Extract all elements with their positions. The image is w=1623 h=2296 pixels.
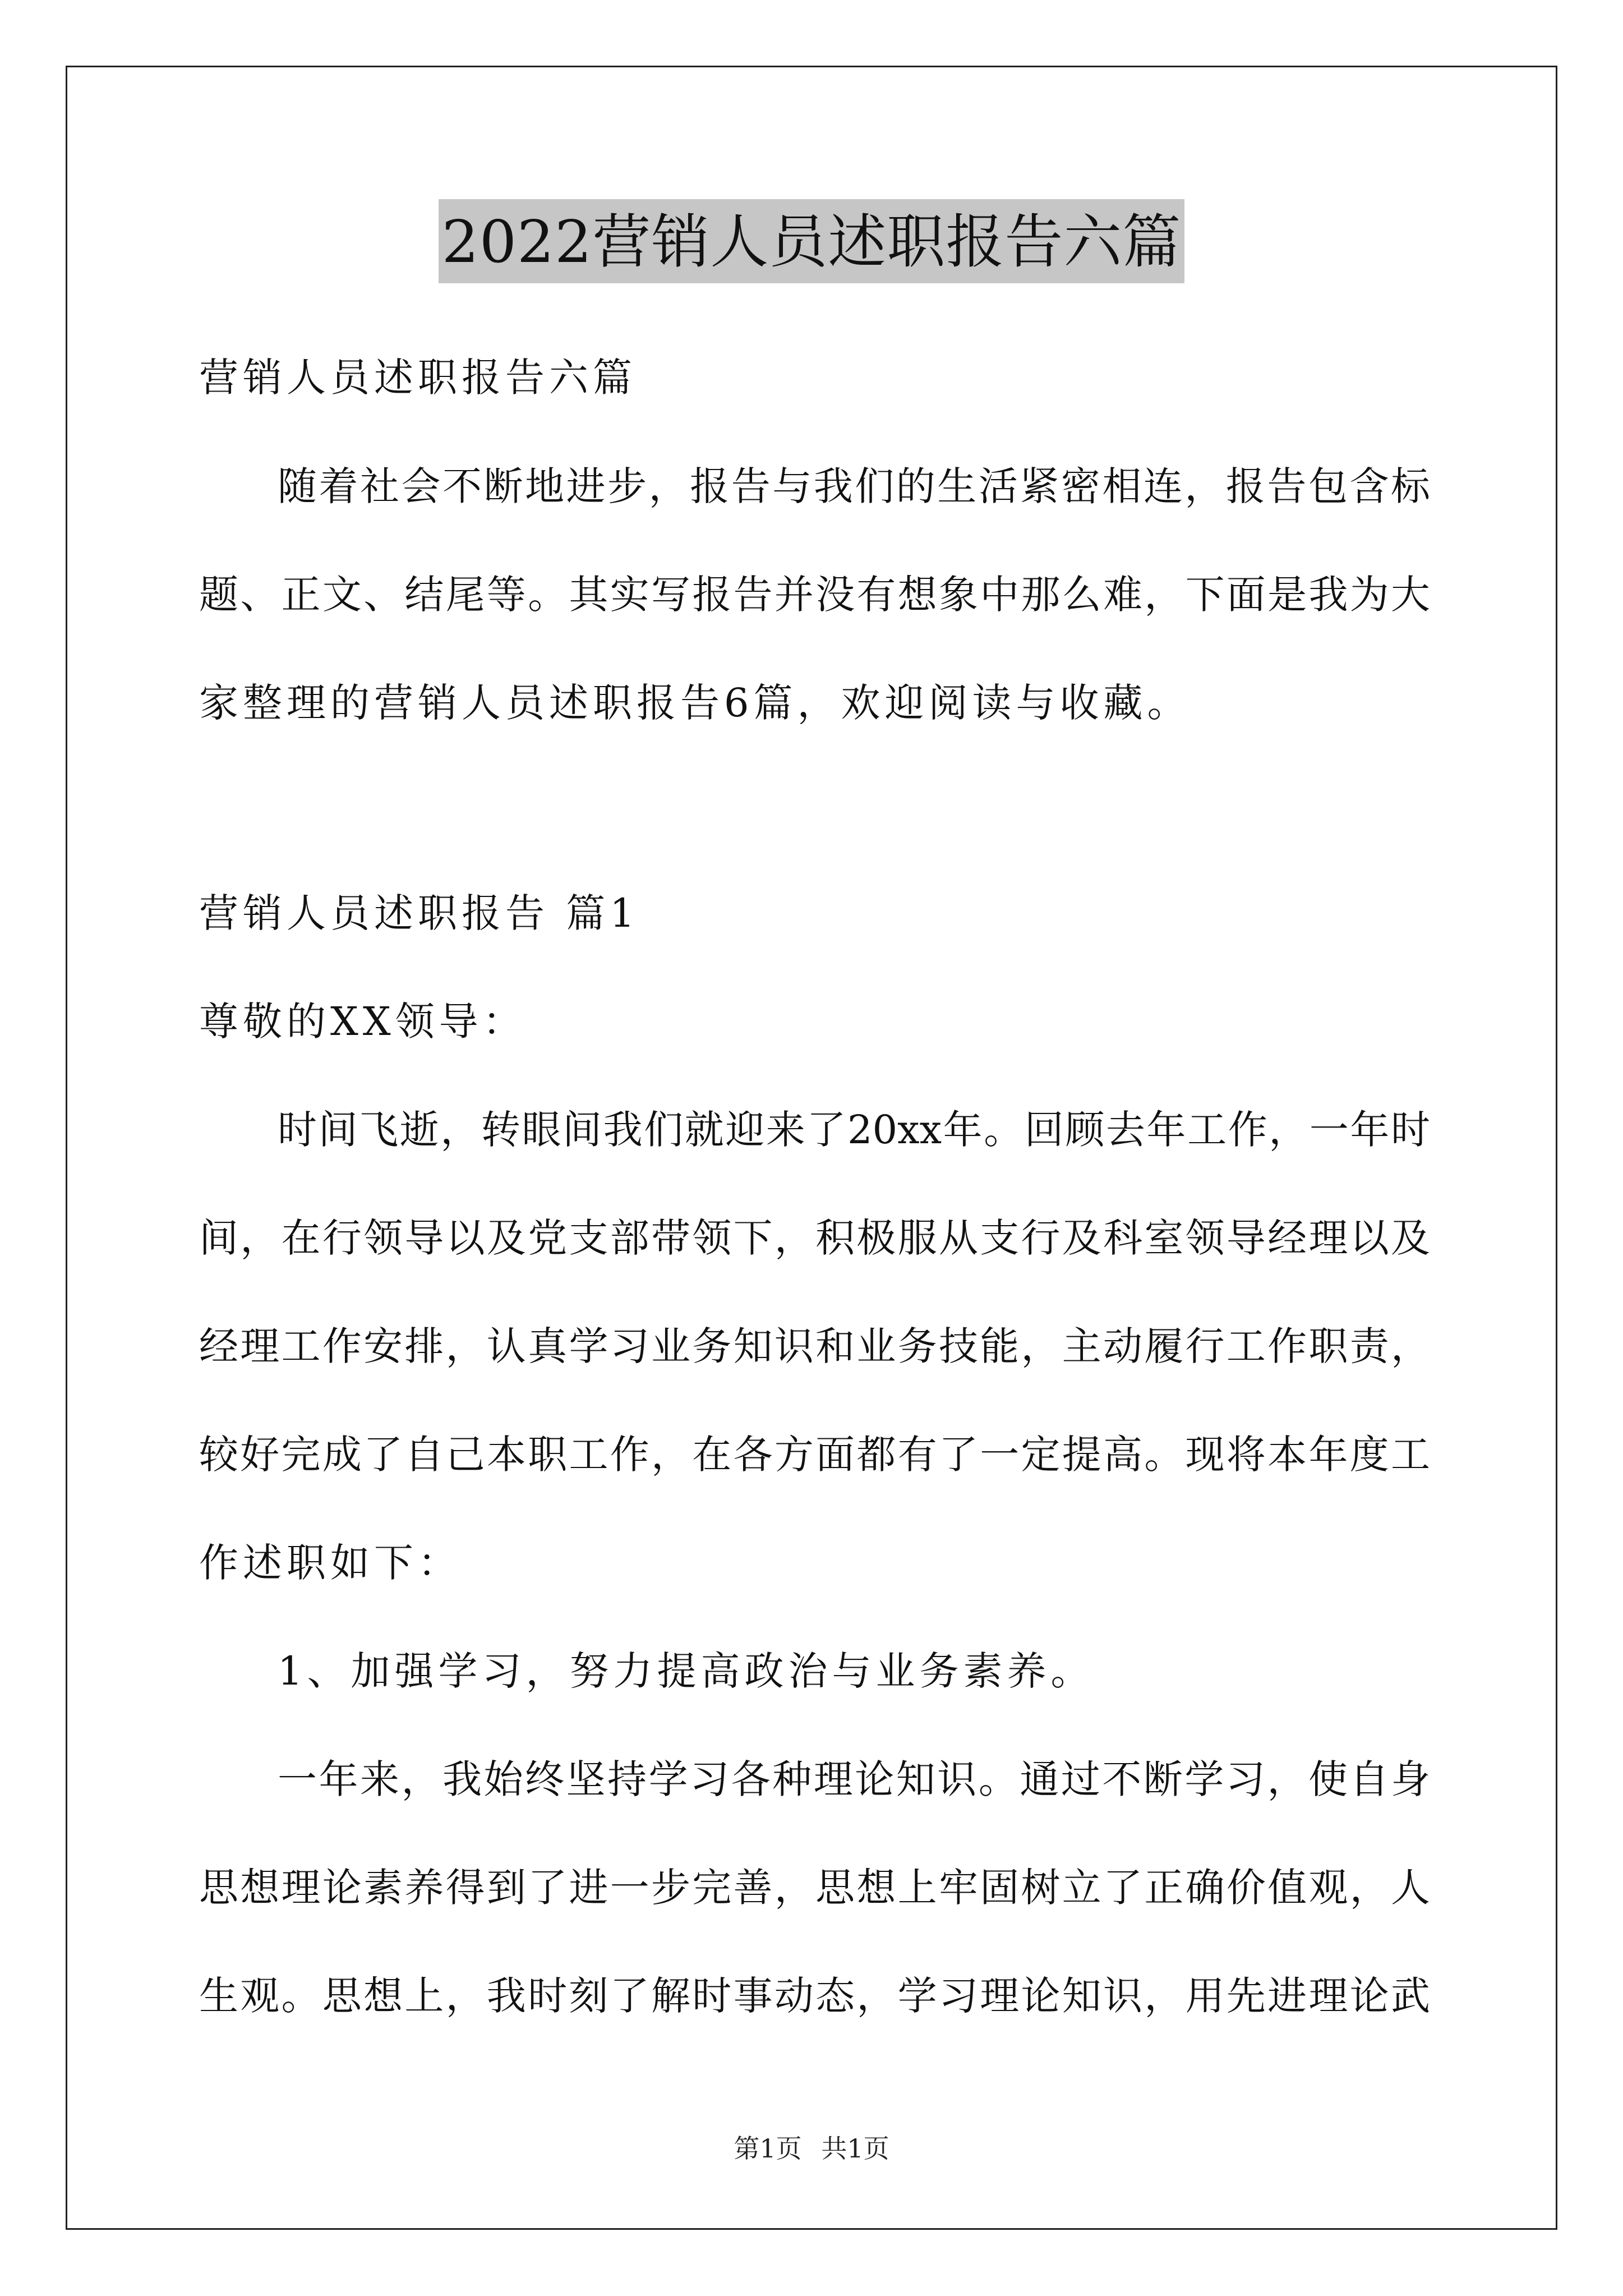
intro-line-2: 题、正文、结尾等。其实写报告并没有想象中那么难，下面是我为大	[199, 572, 1430, 618]
intro-line-3: 家整理的营销人员述职报告6篇，欢迎阅读与收藏。	[199, 680, 1191, 726]
para1-line-2: 间，在行领导以及党支部带领下，积极服从支行及科室领导经理以及	[199, 1215, 1430, 1261]
document-subtitle: 营销人员述职报告六篇	[199, 355, 637, 401]
para1-line-1: 时间飞逝，转眼间我们就迎来了20xx年。回顾去年工作，一年时	[278, 1107, 1430, 1153]
intro-line-1: 随着社会不断地进步，报告与我们的生活紧密相连，报告包含标	[278, 463, 1430, 509]
para1-line-5: 作述职如下：	[199, 1540, 462, 1586]
para1-line-4: 较好完成了自己本职工作，在各方面都有了一定提高。现将本年度工	[199, 1432, 1430, 1478]
para2-line-3: 生观。思想上，我时刻了解时事动态，学习理论知识，用先进理论武	[199, 1973, 1430, 2019]
para2-line-1: 一年来，我始终坚持学习各种理论知识。通过不断学习，使自身	[278, 1756, 1430, 1802]
salutation: 尊敬的XX领导：	[199, 999, 527, 1045]
section-heading: 营销人员述职报告 篇1	[199, 890, 639, 936]
point-1-heading: 1、加强学习，努力提高政治与业务素养。	[278, 1648, 1095, 1694]
title-wrap	[0, 199, 1623, 283]
page-footer	[0, 2132, 1623, 2165]
para2-line-2: 思想理论素养得到了进一步完善，思想上牢固树立了正确价值观，人	[199, 1865, 1430, 1911]
page-total: 共1页	[821, 2133, 889, 2164]
document-title: 2022营销人员述职报告六篇	[439, 199, 1185, 283]
page-number: 第1页	[734, 2133, 802, 2164]
para1-line-3: 经理工作安排，认真学习业务知识和业务技能，主动履行工作职责，	[199, 1323, 1430, 1369]
